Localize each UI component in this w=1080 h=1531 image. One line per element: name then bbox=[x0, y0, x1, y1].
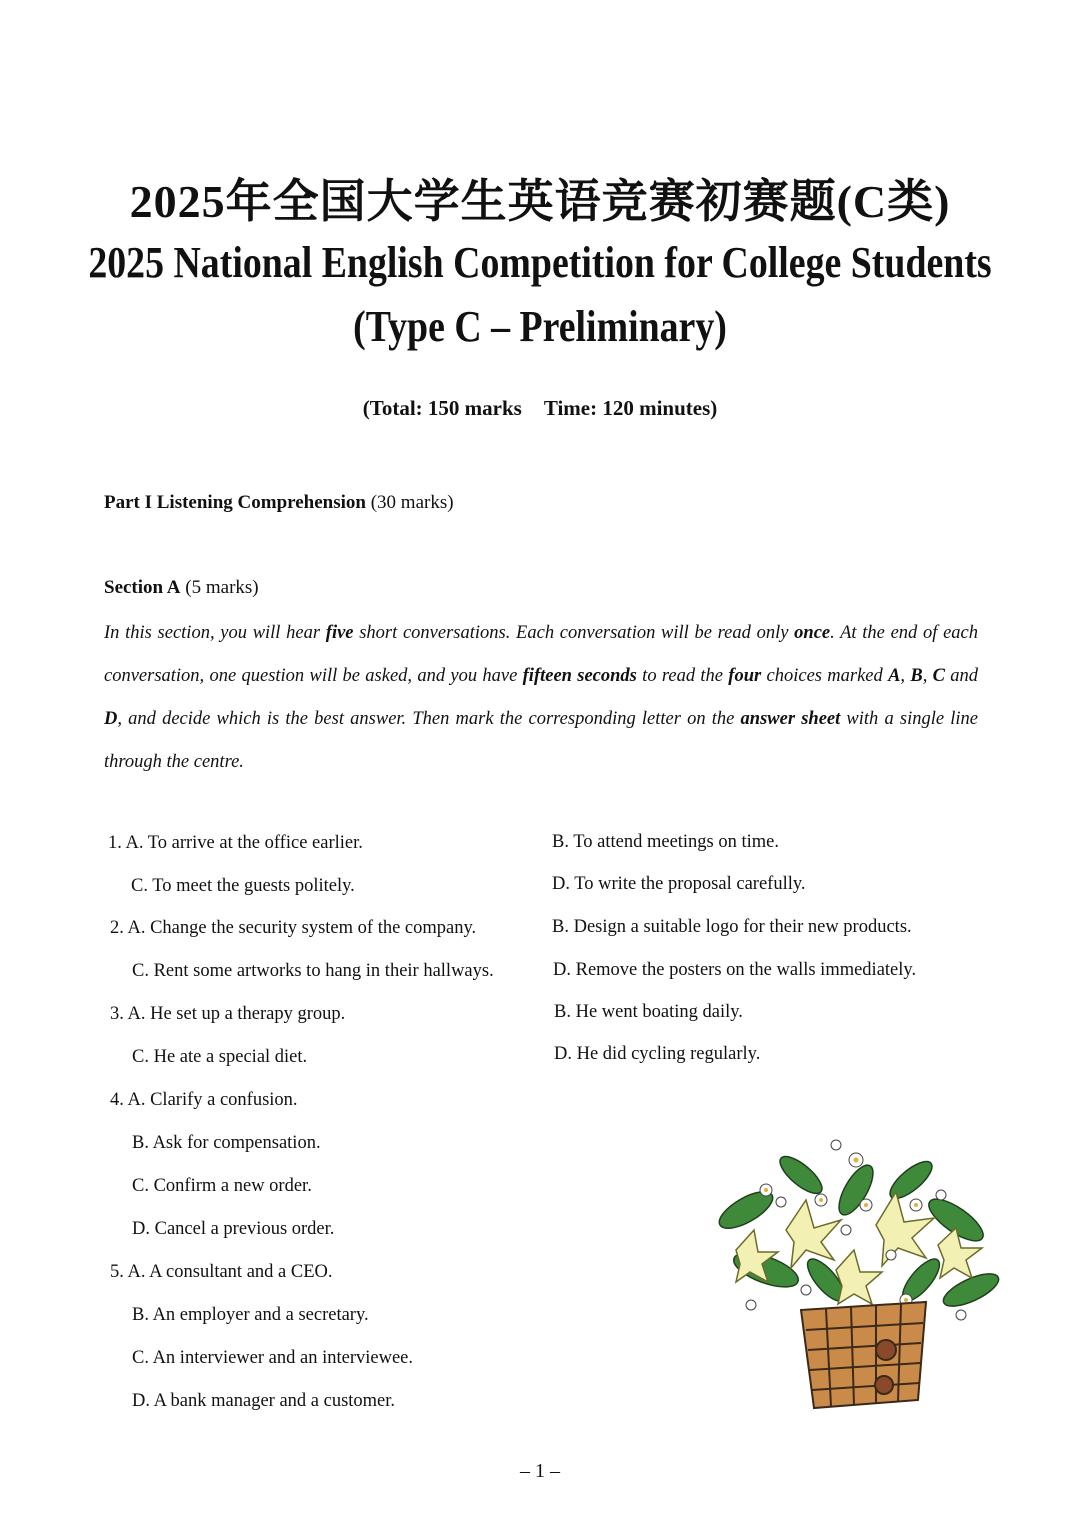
question-2-option-a: 2. A. Change the security system of the company. bbox=[110, 918, 477, 938]
title-chinese: 2025年全国大学生英语竞赛初赛题(C类) bbox=[129, 176, 951, 227]
instr-text: short conversations. Each conversation will be read only bbox=[353, 623, 795, 643]
question-2-option-b: B. Design a suitable logo for their new products. bbox=[552, 917, 912, 937]
instr-emphasis: D bbox=[104, 709, 118, 729]
instr-text: , bbox=[922, 666, 933, 686]
instr-text: to read the bbox=[636, 666, 729, 686]
instr-text: with a single line through the centre. bbox=[104, 709, 979, 772]
question-3-option-c: C. He ate a special diet. bbox=[132, 1047, 308, 1067]
part-heading bbox=[104, 492, 454, 514]
instr-text: . At the end of each conversation, one question will be asked, and you have bbox=[104, 623, 979, 686]
question-5-option-a: 5. A. A consultant and a CEO. bbox=[110, 1262, 333, 1282]
instr-emphasis: A bbox=[888, 666, 901, 686]
part-title: Part I Listening Comprehension bbox=[104, 492, 366, 513]
question-1-option-a: 1. A. To arrive at the office earlier. bbox=[108, 833, 363, 853]
question-1-option-d: D. To write the proposal carefully. bbox=[552, 874, 806, 894]
flower-basket-illustration bbox=[706, 1130, 1006, 1420]
title-english: 2025 National English Competition for College Students bbox=[88, 238, 992, 287]
section-heading bbox=[104, 577, 259, 599]
instr-emphasis: five bbox=[325, 623, 354, 643]
question-5-option-c: C. An interviewer and an interviewee. bbox=[132, 1348, 413, 1368]
question-5-option-d: D. A bank manager and a customer. bbox=[132, 1391, 396, 1411]
instr-emphasis: fifteen seconds bbox=[522, 666, 637, 686]
question-3-option-b: B. He went boating daily. bbox=[554, 1002, 743, 1022]
question-1-option-c: C. To meet the guests politely. bbox=[131, 876, 355, 896]
question-4-option-c: C. Confirm a new order. bbox=[132, 1176, 312, 1196]
question-2-option-d: D. Remove the posters on the walls immediately. bbox=[553, 960, 917, 980]
instr-text: , bbox=[900, 666, 911, 686]
question-1-option-b: B. To attend meetings on time. bbox=[552, 832, 780, 852]
exam-meta bbox=[0, 396, 1080, 421]
instr-emphasis: C bbox=[932, 666, 945, 686]
instr-text: , and decide which is the best answer. Then mark the corresponding letter on the bbox=[117, 709, 741, 729]
question-4-option-d: D. Cancel a previous order. bbox=[132, 1219, 335, 1239]
question-2-option-c: C. Rent some artworks to hang in their hallways. bbox=[132, 961, 494, 981]
part-marks: (30 marks) bbox=[370, 492, 454, 513]
section-instructions bbox=[104, 612, 978, 784]
instr-emphasis: answer sheet bbox=[740, 709, 841, 729]
time-limit: Time: 120 minutes) bbox=[543, 396, 718, 420]
section-title: Section A bbox=[104, 577, 181, 598]
page-number: – 1 – bbox=[520, 1460, 560, 1482]
total-marks: (Total: 150 marks bbox=[362, 396, 522, 420]
question-3-option-a: 3. A. He set up a therapy group. bbox=[110, 1004, 346, 1024]
question-4-option-a: 4. A. Clarify a confusion. bbox=[110, 1090, 298, 1110]
question-4-option-b: B. Ask for compensation. bbox=[132, 1133, 321, 1153]
instr-text: and bbox=[944, 666, 979, 686]
instr-emphasis: four bbox=[728, 666, 762, 686]
question-5-option-b: B. An employer and a secretary. bbox=[132, 1305, 369, 1325]
instr-text: choices marked bbox=[761, 666, 889, 686]
section-marks: (5 marks) bbox=[185, 577, 259, 598]
instr-emphasis: B bbox=[910, 666, 923, 686]
title-type: (Type C – Preliminary) bbox=[353, 302, 727, 351]
instr-emphasis: once bbox=[794, 623, 831, 643]
question-3-option-d: D. He did cycling regularly. bbox=[554, 1044, 761, 1064]
instr-text: In this section, you will hear bbox=[104, 623, 326, 643]
